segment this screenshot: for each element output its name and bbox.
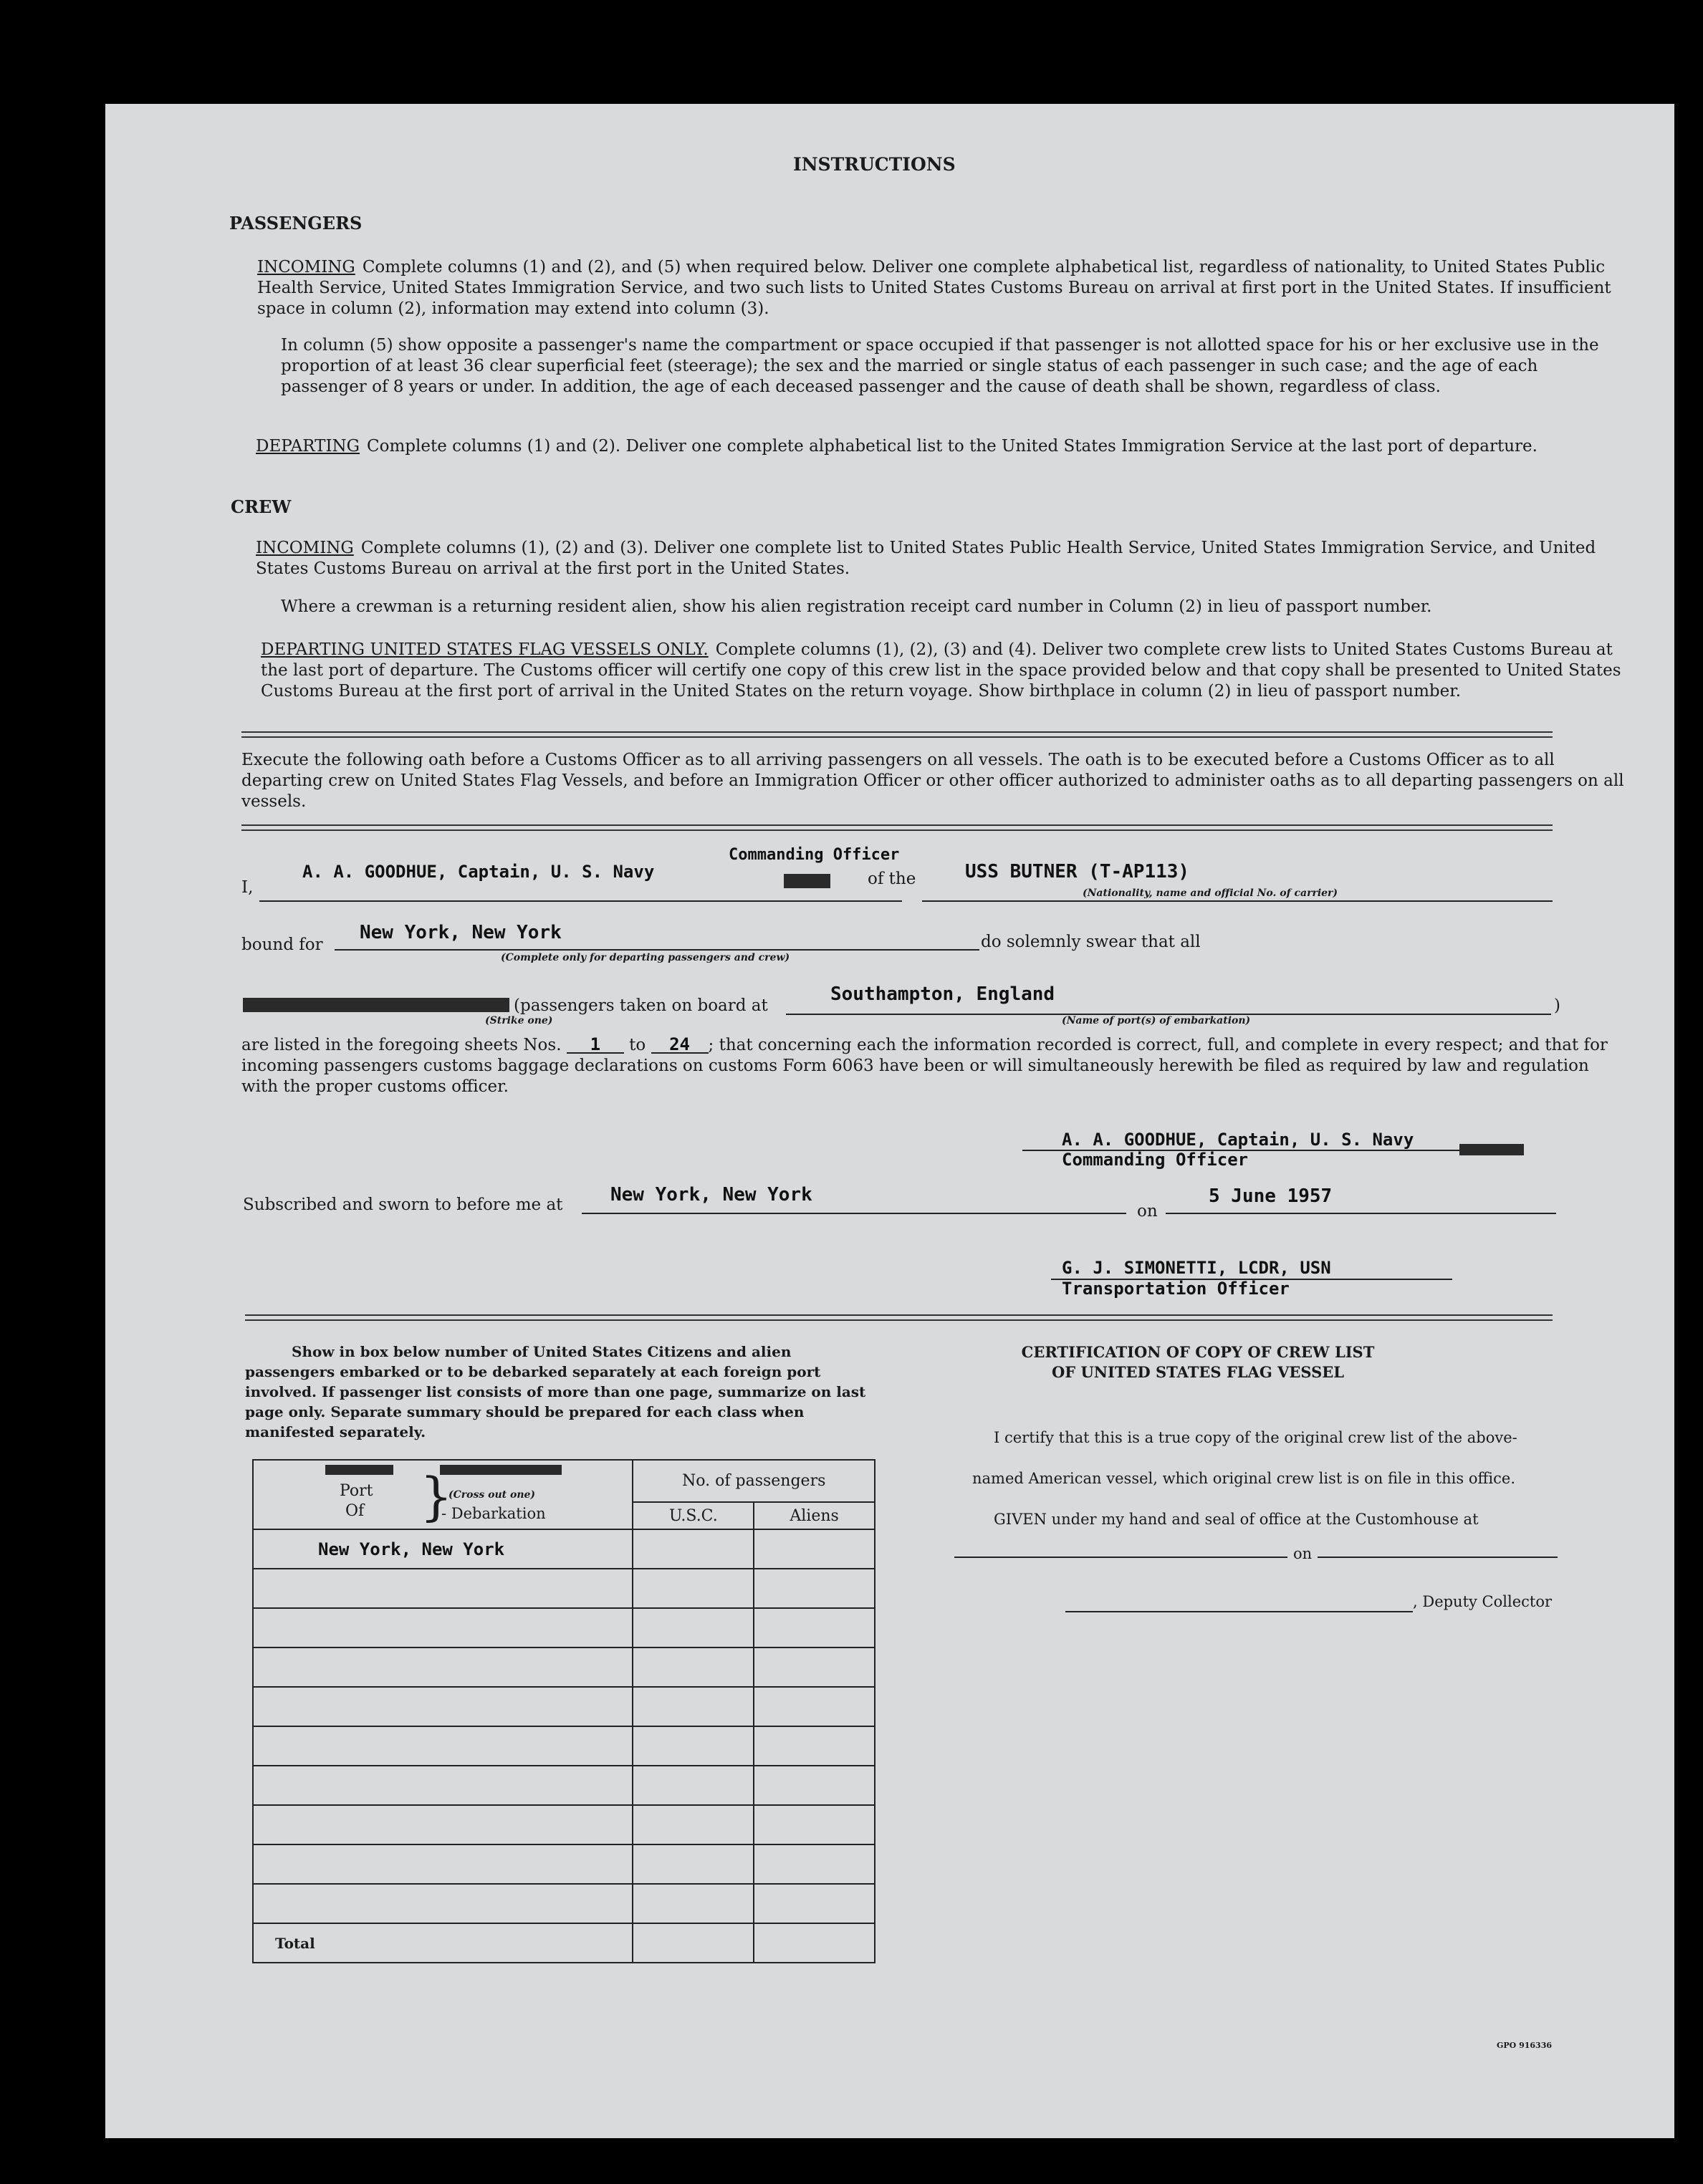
divider (245, 1314, 1553, 1321)
usc-cell (633, 1687, 754, 1726)
crew-incoming-text: Complete columns (1), (2) and (3). Deliver one complete list to United States Public Health Service, United States Immigration Service, and United States Customs Bureau on arrival at the first port in the United States. (256, 539, 1596, 578)
sworn-place: New York, New York (610, 1184, 812, 1206)
embark-caption: (Name of port(s) of embarkation) (1062, 1015, 1251, 1026)
crew-resident-paragraph: Where a crewman is a returning resident alien, show his alien registration receipt card number in Column (2) in lieu of passport number. (281, 597, 1432, 616)
aliens-cell (754, 1766, 875, 1805)
table-row (253, 1805, 875, 1844)
bound-for-caption: (Complete only for departing passengers and crew) (501, 952, 790, 963)
cross-out-caption: (Cross out one) (448, 1489, 536, 1501)
aliens-header: Aliens (754, 1502, 875, 1529)
port-cell: New York, New York (253, 1529, 633, 1569)
debarkation-label: - Debarkation (441, 1505, 546, 1522)
crew-departing-text: Complete columns (1), (2), (3) and (4). Deliver two complete crew lists to United States Customs Bureau at the last port of departure. The Customs officer will certify one copy of this crew list in the space provided below and that copy shall be presented to United States Customs Bureau at the first port of arrival in the United States on the return voyage. Show birthplace in column (2) in lieu of passport number. (261, 640, 1621, 701)
total-label: Total (253, 1923, 633, 1963)
close-paren: ) (1554, 996, 1560, 1015)
certification-text1: I certify that this is a true copy of the original crew list of the above- (994, 1429, 1517, 1446)
aliens-cell (754, 1844, 875, 1884)
passengers-column5-paragraph: In column (5) show opposite a passenger's name the compartment or space occupied if that passenger is not allotted space for his or her exclusive use in the proportion of at least 36 clear superficial feet (steerage); the sex and the married or single status of each passenger in such case; and the age of each passenger of 8 years or under. In addition, the age of each deceased passenger and the cause of death shall be shown, regardless of class. (281, 336, 1599, 396)
sheet-to: 24 (651, 1036, 709, 1054)
port-cell (253, 1844, 633, 1884)
port-cell (253, 1726, 633, 1766)
certification-title-line1: CERTIFICATION OF COPY OF CREW LIST (1021, 1343, 1375, 1361)
sworn-on-label: on (1137, 1202, 1158, 1221)
usc-cell (633, 1726, 754, 1766)
usc-total-cell (633, 1923, 754, 1963)
bound-for-value: New York, New York (360, 922, 562, 943)
oath-i-label: I, (241, 878, 254, 897)
oath-role-typed: Commanding Officer (729, 846, 900, 864)
officer-name: G. J. SIMONETTI, LCDR, USN (1062, 1258, 1331, 1278)
port-cell (253, 1687, 633, 1726)
table-row (253, 1569, 875, 1608)
aliens-cell (754, 1608, 875, 1647)
certification-on-label: on (1293, 1545, 1313, 1562)
oath-instructions: Execute the following oath before a Customs Officer as to all arriving passengers on all vessels. The oath is to be executed before a Customs Officer as to all departing crew on United States Flag Vessels, and before an Immigration Officer or other officer authorized to administer oaths as to all departing passengers on all vessels. (241, 751, 1624, 811)
swear-text: do solemnly swear that all (981, 933, 1201, 951)
strike-one-caption: (Strike one) (485, 1015, 553, 1026)
certification-title-line2: OF UNITED STATES FLAG VESSEL (1051, 1363, 1345, 1381)
document-page (105, 104, 1674, 2138)
aliens-total-cell (754, 1923, 875, 1963)
struck-title-text (1459, 1144, 1524, 1155)
passengers-incoming-text: Complete columns (1) and (2), and (5) when required below. Deliver one complete alphabetical list, regardless of nationality, to United States Public Health Service, United States Immigration Service, and two such lists to United States Customs Bureau on arrival at first port in the United States. If insufficient space in column (2), information may extend into column (3). (257, 258, 1611, 318)
usc-cell (633, 1569, 754, 1608)
listed-prefix: are listed in the foregoing sheets Nos. (241, 1036, 562, 1054)
aliens-cell (754, 1687, 875, 1726)
total-row (253, 1923, 875, 1963)
divider (241, 824, 1553, 831)
table-row (253, 1647, 875, 1687)
oath-master-struck: Master (784, 873, 830, 888)
port-cell (253, 1884, 633, 1923)
passengers-incoming-paragraph (257, 257, 1626, 319)
port-cell (253, 1805, 633, 1844)
passengers-incoming-label: INCOMING (257, 258, 355, 276)
usc-header: U.S.C. (633, 1502, 754, 1529)
passengers-title: PASSENGERS (229, 213, 363, 234)
table-row (253, 1687, 875, 1726)
signer-name: A. A. GOODHUE, Captain, U. S. Navy (1062, 1130, 1414, 1150)
crew-departing-paragraph (261, 640, 1626, 702)
summary-instructions: Show in box below number of United States Citizens and alien passengers embarked or to be debarked separately at each foreign port involved. If passenger list consists of more than one page, summarize on last page only. Separate summary should be prepared for each class when manifested separately. (245, 1343, 866, 1440)
passengers-departing-paragraph (256, 436, 1626, 457)
crew-incoming-label: INCOMING (256, 539, 354, 557)
certification-text3: GIVEN under my hand and seal of office at the Customhouse at (994, 1511, 1479, 1528)
divider (241, 731, 1553, 738)
instructions-heading: INSTRUCTIONS (793, 154, 956, 175)
passengers-departing-text: Complete columns (1) and (2). Deliver one complete alphabetical list to the United States Immigration Service at the last port of departure. (367, 437, 1538, 456)
struck-embarkation (325, 1465, 393, 1475)
port-cell (253, 1569, 633, 1608)
no-passengers-header: No. of passengers (633, 1460, 875, 1502)
usc-cell (633, 1647, 754, 1687)
to-label: to (629, 1036, 646, 1054)
passengers-taken-text: (passengers taken on board at (514, 996, 768, 1015)
usc-cell (633, 1766, 754, 1805)
passenger-summary-table (252, 1459, 876, 1963)
listed-text: ; that concerning each the information recorded is correct, full, and complete in every respect; and that for incoming passengers customs baggage declarations on customs Form 6063 have been or will simultaneously herewith be filed as required by law and regulation with the proper customs officer. (241, 1036, 1608, 1096)
table-row (253, 1844, 875, 1884)
struck-embarkation (440, 1465, 562, 1475)
listed-paragraph (241, 1035, 1624, 1097)
port-cell (253, 1766, 633, 1805)
officer-title: Transportation Officer (1062, 1279, 1290, 1299)
crew-incoming-paragraph (256, 538, 1626, 579)
table-row (253, 1529, 875, 1569)
struck-crew-members-text (243, 998, 509, 1012)
certification-date-line (1318, 1557, 1558, 1558)
name-line (259, 886, 902, 902)
aliens-cell (754, 1529, 875, 1569)
vessel-caption: (Nationality, name and official No. of carrier) (1083, 887, 1338, 899)
crew-departing-label: DEPARTING UNITED STATES FLAG VESSELS ONLY. (261, 640, 709, 659)
usc-cell (633, 1884, 754, 1923)
sworn-date: 5 June 1957 (1209, 1185, 1333, 1207)
port-label: Port (340, 1482, 373, 1500)
table-row (253, 1766, 875, 1805)
table-row (253, 1608, 875, 1647)
footer-code: GPO 916336 (1497, 2041, 1552, 2050)
aliens-cell (754, 1805, 875, 1844)
port-cell (253, 1647, 633, 1687)
signer-title: Commanding Officer (1062, 1150, 1249, 1170)
bound-for-label: bound for (241, 935, 323, 954)
port-cell (253, 1608, 633, 1647)
deputy-collector-label: , Deputy Collector (1413, 1593, 1553, 1610)
usc-cell (633, 1805, 754, 1844)
of-label: Of (345, 1502, 365, 1520)
usc-cell (633, 1529, 754, 1569)
certification-text2: named American vessel, which original crew list is on file in this office. (972, 1470, 1515, 1487)
embark-port: Southampton, England (830, 983, 1055, 1005)
port-header-cell (253, 1460, 633, 1529)
oath-name: A. A. GOODHUE, Captain, U. S. Navy (302, 862, 655, 882)
aliens-cell (754, 1726, 875, 1766)
table-row (253, 1884, 875, 1923)
customhouse-line (954, 1557, 1287, 1558)
table-row (253, 1726, 875, 1766)
crew-title: CREW (231, 496, 292, 517)
deputy-signature-line (1065, 1611, 1413, 1612)
oath-vessel: USS BUTNER (T-AP113) (965, 861, 1190, 882)
sheet-from: 1 (567, 1036, 624, 1054)
brace-glyph: } (420, 1466, 453, 1526)
usc-cell (633, 1844, 754, 1884)
passengers-departing-label: DEPARTING (256, 437, 360, 456)
aliens-cell (754, 1569, 875, 1608)
oath-of-the: of the (868, 870, 916, 888)
aliens-cell (754, 1884, 875, 1923)
usc-cell (633, 1608, 754, 1647)
aliens-cell (754, 1647, 875, 1687)
subscribed-label: Subscribed and sworn to before me at (243, 1196, 563, 1214)
